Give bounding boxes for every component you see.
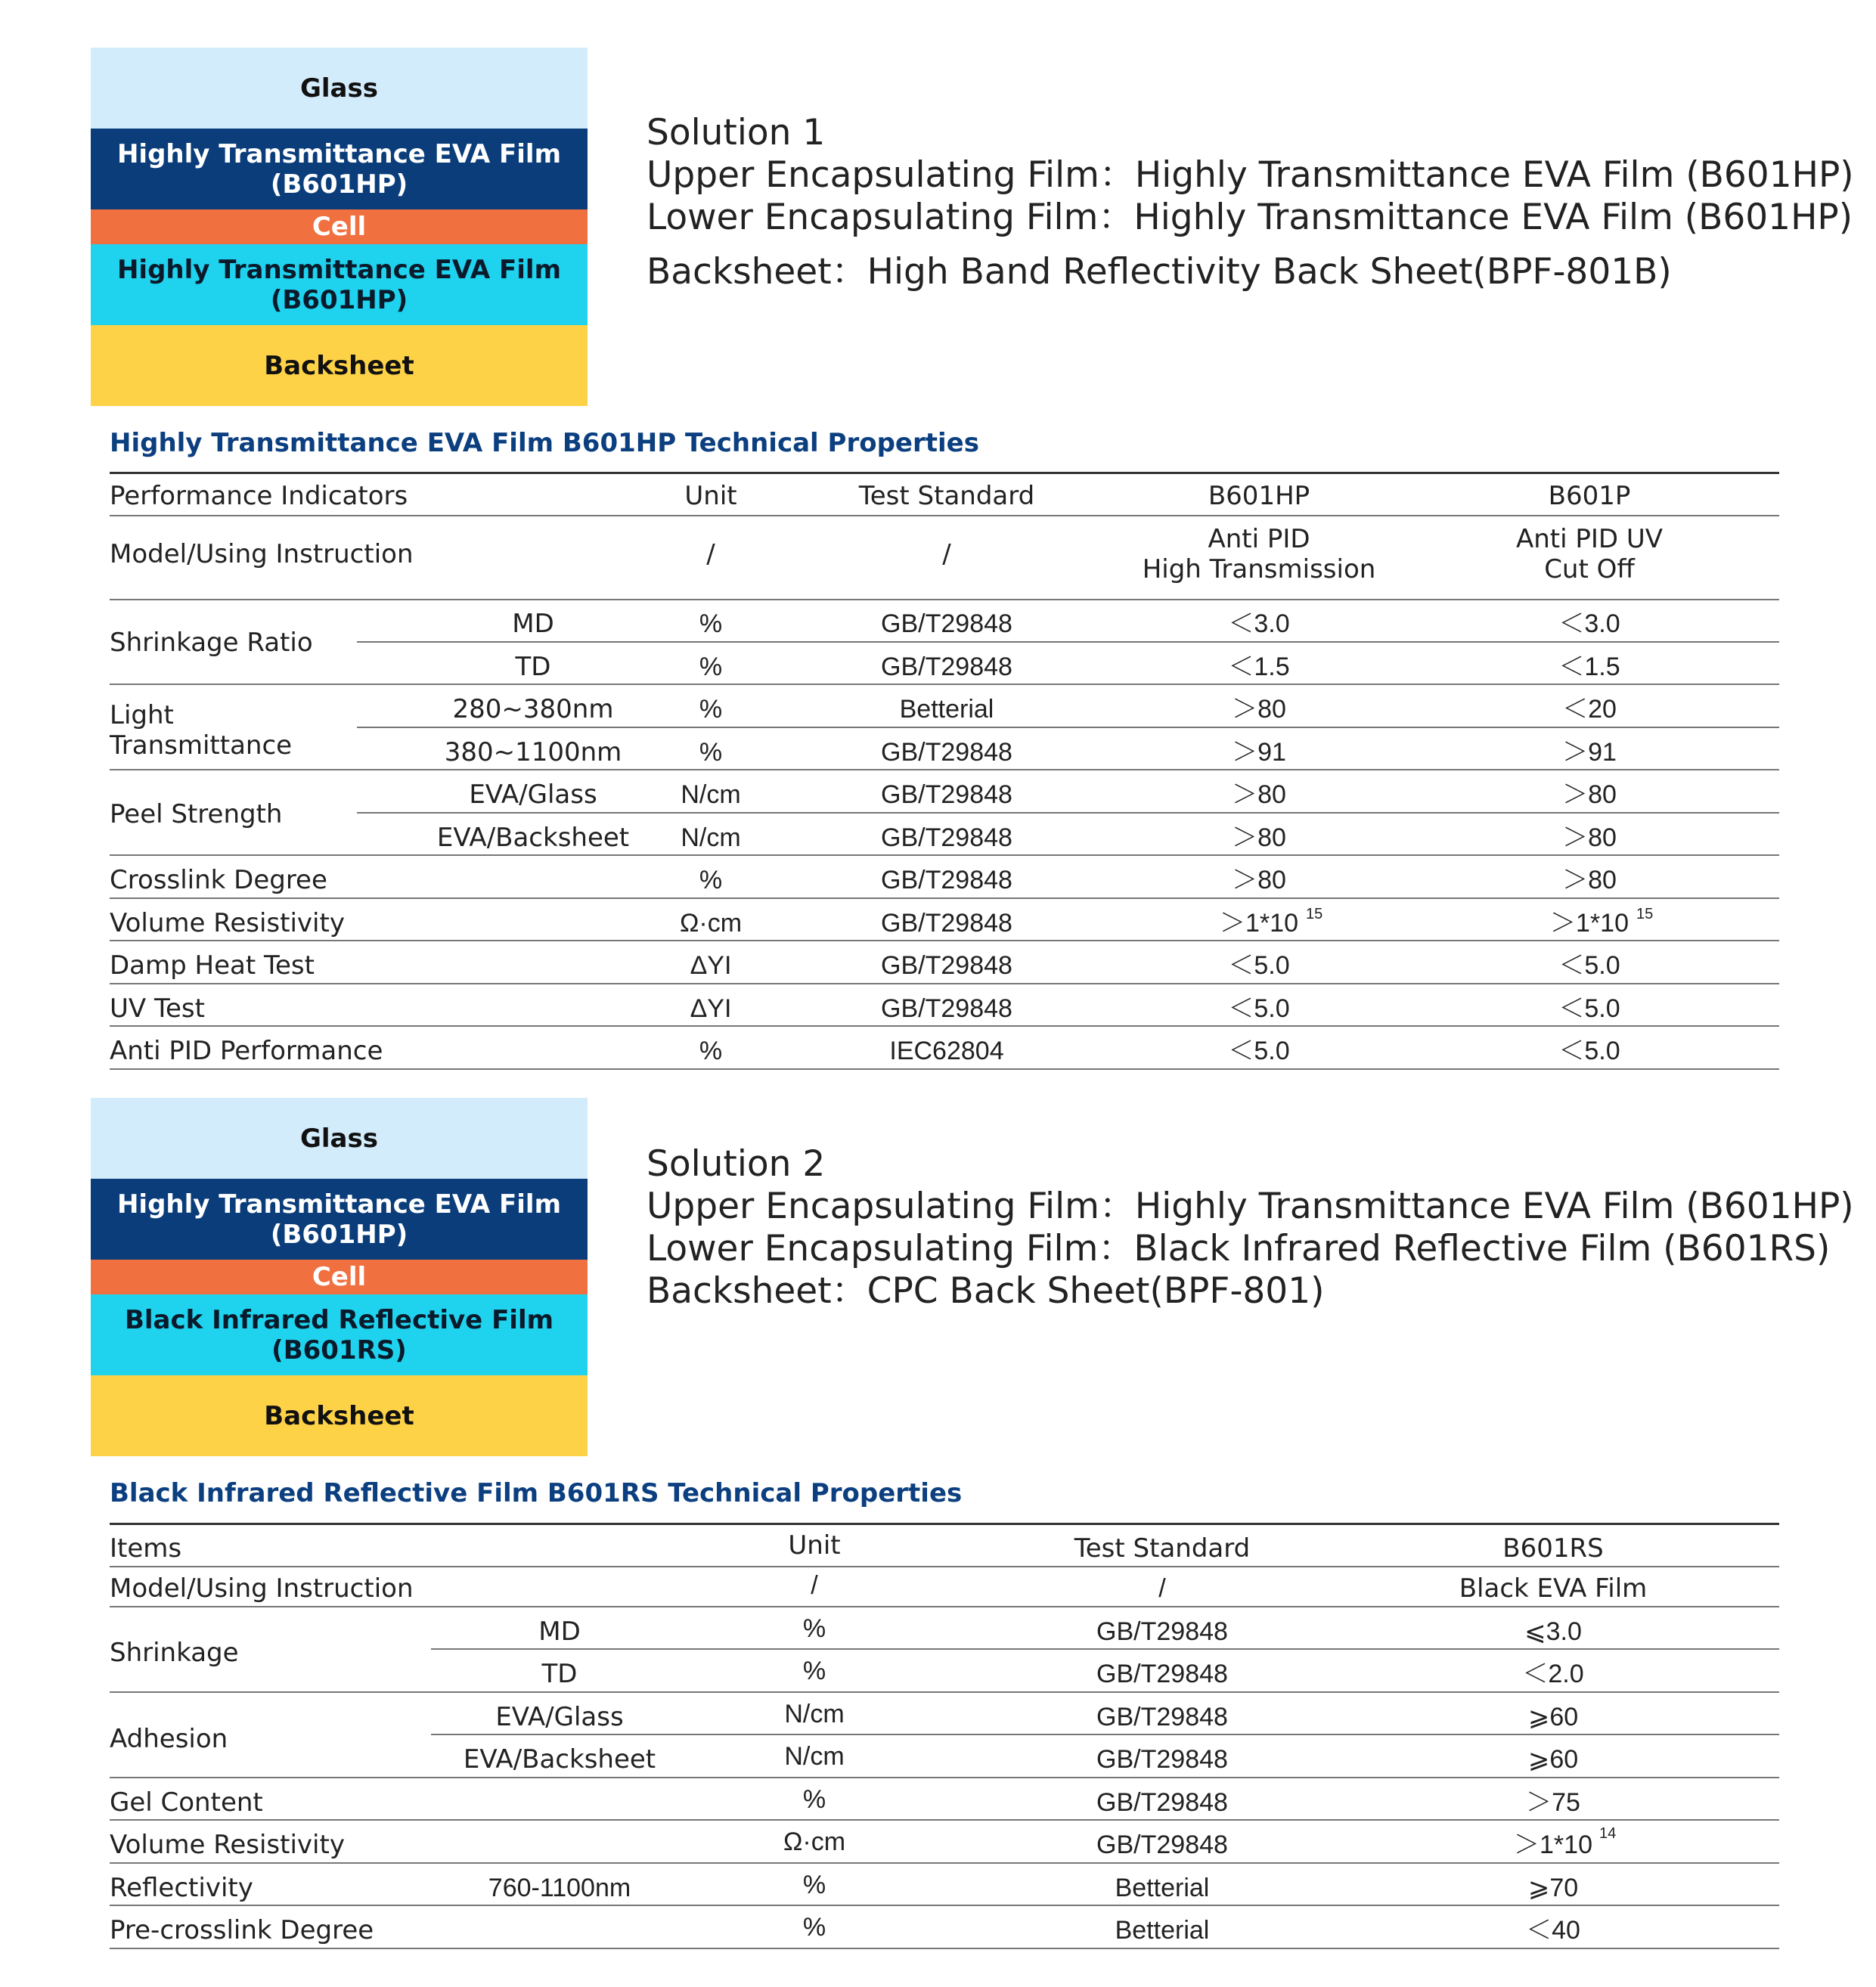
layer-label: Highly Transmittance EVA Film (116, 138, 562, 169)
solution-line: Lower Encapsulating Film：Black Infrared Reflective Film (B601RS) (647, 1228, 1831, 1269)
cell-b601hp: ＜3.0 (1228, 609, 1290, 638)
cell-b601hp: ＞80 (1232, 866, 1286, 894)
cell-unit: % (699, 738, 723, 767)
group-label-shrinkage: Shrinkage Ratio (110, 628, 313, 658)
row-divider (110, 897, 1779, 899)
layer-glass (91, 48, 588, 129)
cell-standard: / (1158, 1574, 1166, 1603)
cell-b601p: ＞80 (1562, 866, 1617, 894)
group-label-light: Transmittance (110, 730, 293, 761)
layer-label: Cell (312, 212, 367, 242)
cell-unit: ΔYI (690, 994, 732, 1023)
layer-label: (B601RS) (271, 1334, 407, 1365)
cell-b601rs: Black EVA Film (1459, 1573, 1648, 1604)
cell-standard: Betterial (1115, 1916, 1210, 1945)
row-label: Gel Content (110, 1787, 263, 1818)
cell-b601rs: ⩾60 (1527, 1703, 1579, 1731)
cell-unit: % (802, 1913, 826, 1942)
cell-standard: GB/T29848 (881, 951, 1012, 980)
cell-b601hp: ＜1.5 (1228, 653, 1290, 681)
row-divider (110, 599, 1779, 600)
table2-header: Test Standard (1074, 1533, 1251, 1564)
row-label: Anti PID Performance (110, 1036, 383, 1066)
cell-b601hp: Anti PID (1208, 524, 1310, 554)
cell-condition: MD (538, 1617, 581, 1647)
cell-b601rs: ⩾70 (1527, 1874, 1579, 1902)
cell-b601rs: ＜2.0 (1522, 1660, 1584, 1688)
row-divider (110, 1819, 1779, 1821)
cell-standard: GB/T29848 (1096, 1745, 1228, 1774)
cell-unit: % (802, 1614, 826, 1643)
cell-b601p: ＞91 (1562, 738, 1617, 767)
row-divider (357, 727, 1779, 728)
cell-standard: GB/T29848 (881, 994, 1012, 1023)
cell-unit: / (706, 539, 715, 569)
row-divider (110, 983, 1779, 984)
cell-b601p: ＜5.0 (1558, 1037, 1620, 1065)
solution-line: Backsheet：High Band Reflectivity Back Sheet(BPF-801B) (647, 251, 1672, 293)
cell-standard: GB/T29848 (1096, 1703, 1228, 1731)
cell-condition: MD (512, 609, 554, 639)
solution1-layer-stack (91, 48, 588, 406)
cell-b601hp: ＞80 (1232, 823, 1286, 852)
cell-b601p: ＜5.0 (1558, 994, 1620, 1023)
cell-condition: EVA/Backsheet (463, 1744, 656, 1775)
layer-lower-film (91, 1294, 588, 1375)
cell-condition: TD (541, 1659, 578, 1689)
cell-unit: / (811, 1571, 818, 1600)
table1-header: Test Standard (858, 481, 1035, 511)
cell-unit: % (802, 1657, 826, 1685)
cell-standard: GB/T29848 (1096, 1660, 1228, 1688)
cell-standard: GB/T29848 (881, 738, 1012, 767)
cell-unit: % (699, 695, 723, 724)
layer-label: Cell (312, 1262, 367, 1292)
row-divider (431, 1648, 1779, 1650)
table1-header: B601P (1548, 481, 1631, 511)
cell-b601rs: ＞75 (1526, 1788, 1580, 1817)
cell-b601hp: High Transmission (1142, 554, 1376, 584)
cell-b601rs: ⩽3.0 (1524, 1617, 1582, 1646)
cell-condition: EVA/Glass (495, 1702, 624, 1732)
superscript-exponent: 14 (1599, 1825, 1617, 1842)
row-divider (357, 812, 1779, 814)
cell-b601p: Anti PID UV (1515, 524, 1664, 554)
solution-title: Solution 2 (647, 1143, 826, 1185)
solution2-layer-stack (91, 1098, 588, 1456)
cell-standard: GB/T29848 (881, 609, 1012, 638)
row-divider (110, 684, 1779, 685)
solution2-description (647, 1143, 1854, 1313)
table1-title: Highly Transmittance EVA Film B601HP Technical Properties (110, 428, 979, 458)
layer-backsheet (91, 325, 588, 406)
layer-cell (91, 209, 588, 244)
row-divider (110, 515, 1779, 516)
cell-unit: % (802, 1871, 826, 1899)
cell-unit: N/cm (681, 780, 741, 809)
group-label-adhesion: Adhesion (110, 1724, 228, 1754)
row-divider (110, 1566, 1779, 1567)
cell-unit: % (699, 609, 723, 638)
row-divider (110, 1905, 1779, 1906)
row-divider (110, 1691, 1779, 1693)
table2-top-rule (110, 1523, 1779, 1525)
layer-label: (B601HP) (270, 1219, 408, 1250)
solution-line: Upper Encapsulating Film：Highly Transmittance EVA Film (B601HP) (647, 1186, 1854, 1227)
row-divider (431, 1734, 1779, 1735)
cell-b601p: Cut Off (1544, 554, 1635, 584)
row-divider (110, 854, 1779, 856)
layer-label: Black Infrared Reflective Film (124, 1304, 554, 1335)
row-divider (110, 1025, 1779, 1027)
row-label: Model/Using Instruction (110, 539, 414, 569)
cell-standard: GB/T29848 (1096, 1617, 1228, 1646)
table2-header: B601RS (1502, 1533, 1604, 1564)
cell-b601p: ＞80 (1562, 780, 1617, 809)
cell-standard: Betterial (899, 695, 994, 724)
cell-standard: / (942, 539, 951, 569)
cell-b601hp: ＞91 (1232, 738, 1286, 767)
cell-standard: GB/T29848 (881, 780, 1012, 809)
row-label: Damp Heat Test (110, 950, 315, 981)
layer-glass (91, 1098, 588, 1179)
row-label: Reflectivity (110, 1873, 253, 1903)
group-label-light: Light (110, 700, 174, 730)
cell-b601rs: ⩾60 (1527, 1745, 1579, 1774)
superscript-exponent: 15 (1636, 906, 1654, 922)
table1-header: Performance Indicators (110, 481, 408, 511)
solution-line: Upper Encapsulating Film：Highly Transmittance EVA Film (B601HP) (647, 154, 1854, 196)
cell-unit: ΔYI (690, 951, 732, 980)
solution1-description (647, 112, 1854, 293)
layer-lower-film (91, 244, 588, 325)
cell-b601hp: ＞80 (1232, 695, 1286, 724)
table1-top-rule (110, 472, 1779, 474)
row-label: Volume Resistivity (110, 908, 345, 938)
cell-b601rs: ＞1*10 (1514, 1830, 1592, 1859)
table1-header: Unit (684, 481, 737, 511)
row-label: Crosslink Degree (110, 865, 327, 895)
row-label: UV Test (110, 994, 205, 1024)
cell-b601p: ＜3.0 (1558, 609, 1620, 638)
table2-title: Black Infrared Reflective Film B601RS Technical Properties (110, 1478, 963, 1508)
row-divider (110, 769, 1779, 770)
superscript-exponent: 15 (1306, 906, 1323, 922)
cell-b601hp: ＞1*10 (1220, 909, 1298, 938)
cell-b601hp: ＜5.0 (1228, 994, 1290, 1023)
layer-upper-film (91, 1179, 588, 1260)
cell-unit: Ω·cm (679, 909, 743, 938)
cell-condition: 280~380nm (452, 694, 614, 724)
row-divider (110, 1068, 1779, 1070)
layer-label: Glass (300, 1123, 378, 1154)
cell-b601p: ＜5.0 (1558, 951, 1620, 980)
layer-backsheet (91, 1375, 588, 1456)
cell-b601p: ＜1.5 (1558, 653, 1620, 681)
row-divider (110, 1948, 1779, 1949)
layer-label: Highly Transmittance EVA Film (116, 254, 562, 285)
cell-b601p: ＞80 (1562, 823, 1617, 852)
cell-condition: 380~1100nm (444, 737, 622, 767)
cell-unit: N/cm (784, 1700, 845, 1728)
row-divider (110, 1862, 1779, 1864)
layer-label: (B601HP) (270, 284, 408, 315)
cell-standard: GB/T29848 (1096, 1788, 1228, 1817)
row-divider (357, 641, 1779, 643)
cell-condition: EVA/Backsheet (436, 823, 630, 853)
cell-standard: Betterial (1115, 1874, 1210, 1902)
layer-upper-film (91, 129, 588, 209)
group-label-peel: Peel Strength (110, 799, 283, 829)
cell-unit: % (699, 653, 723, 681)
layer-label: Glass (300, 73, 378, 104)
row-divider (110, 1777, 1779, 1778)
cell-condition: 760-1100nm (488, 1874, 631, 1902)
cell-b601hp: ＞80 (1232, 780, 1286, 809)
cell-condition: TD (515, 652, 551, 682)
cell-standard: GB/T29848 (881, 909, 1012, 938)
solution-line: Lower Encapsulating Film：Highly Transmittance EVA Film (B601HP) (647, 197, 1853, 238)
table2-header: Unit (788, 1530, 841, 1561)
table1-header: B601HP (1208, 481, 1310, 511)
cell-unit: N/cm (784, 1742, 845, 1771)
cell-standard: GB/T29848 (1096, 1830, 1228, 1859)
layer-label: (B601HP) (270, 169, 408, 200)
row-divider (110, 940, 1779, 941)
cell-b601p: ＜20 (1562, 695, 1617, 724)
cell-condition: EVA/Glass (469, 780, 597, 810)
cell-unit: % (699, 1037, 723, 1065)
group-label-shrinkage: Shrinkage (110, 1638, 239, 1668)
layer-label: Highly Transmittance EVA Film (116, 1189, 562, 1220)
table2-header: Items (110, 1533, 182, 1564)
cell-b601hp: ＜5.0 (1228, 1037, 1290, 1065)
cell-unit: N/cm (681, 823, 741, 852)
row-label: Volume Resistivity (110, 1830, 345, 1860)
cell-unit: Ω·cm (783, 1827, 846, 1856)
cell-unit: % (802, 1785, 826, 1814)
solution-title: Solution 1 (647, 112, 826, 153)
cell-standard: GB/T29848 (881, 653, 1012, 681)
cell-b601hp: ＜5.0 (1228, 951, 1290, 980)
solution-line: Backsheet：CPC Back Sheet(BPF-801) (647, 1270, 1325, 1312)
cell-unit: % (699, 866, 723, 894)
layer-cell (91, 1260, 588, 1294)
cell-b601rs: ＜40 (1526, 1916, 1580, 1945)
cell-b601p: ＞1*10 (1550, 909, 1629, 938)
row-label: Model/Using Instruction (110, 1573, 414, 1604)
row-divider (110, 1606, 1779, 1607)
cell-standard: GB/T29848 (881, 823, 1012, 852)
row-label: Pre-crosslink Degree (110, 1915, 374, 1945)
layer-label: Backsheet (264, 1400, 414, 1431)
cell-standard: GB/T29848 (881, 866, 1012, 894)
cell-standard: IEC62804 (889, 1037, 1004, 1065)
layer-label: Backsheet (264, 350, 414, 381)
